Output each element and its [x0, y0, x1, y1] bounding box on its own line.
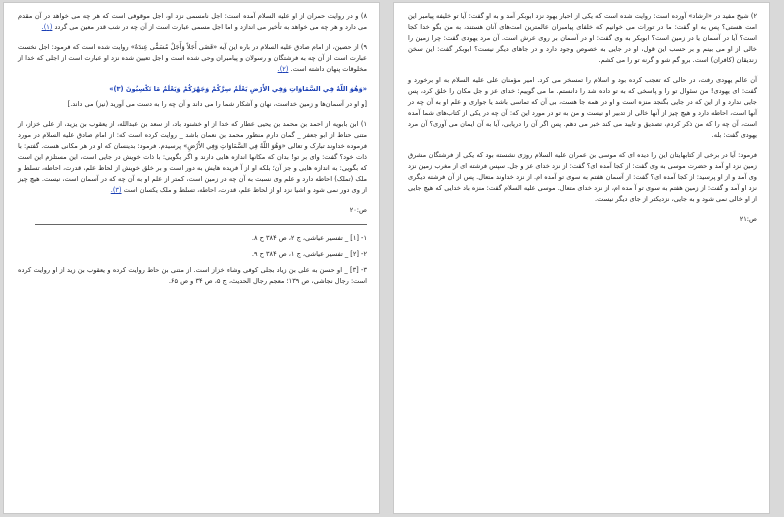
paragraph-9-text: ۹) از حصین، از امام صادق علیه السلام در باره این آیه «قَضَی أَجَلاً وَأَجَلٌ مُسَمًّی عِندَهُ» روایت شده است که فرمود: اجل نخست عبارت است از آن چه به فرشتگان و رسولان و پیامبران وحی شده است و اجل تعیین شده نزد او عبارت است از اجلی که خدا از مخلوقات پنهان داشته است. — [18, 43, 367, 73]
paragraph-9 — [18, 42, 367, 75]
footnote-2: ۲- [۲] _ تفسیر عیاشی، ج ۱، ص ۳۸۴ ح ۹. — [251, 250, 367, 258]
paragraph-1-text: ۱) ابن بابویه از احمد بن محمد بن یحیی عطار که خدا از او خشنود باد، از سعد بن عبدالله، از یعقوب بن یزید، از علی خزاز، از متنی حناط از ابو جعفر _ گمان دارم منظور محمد بن نعمان باشد _ روایت کرده است که: از امام صادق علیه السلام در مورد فرموده خداوند تبارک و تعالی «وَهُوَ اللّهُ فِي السَّمَاوَاتِ وَفِي الأَرْضِ» پرسیدم. فرمود: بدینسان که او در هر مکانی هست. گفتم: با ذات خود؟ گفت: وای بر تو! بدان که مکانها اندازه هایی دارند و اگر بگویی: با ذات خویش در جایی است، این مستلزم این است که بگویی: به اندازه هایی و جز آن؛ بلکه او از آ فریده هایش به دور است و بر خلق خویش از لحاظ علم، قدرت، احاطه، تسلط و ملک (تملک) احاطه دارد و علم وی نسبت به آن چه در زمین است، کمتر از علم او به آن چه که در آسمان است، نیست. هیچ چیز از وی دور نمی شود و اشیا نزد او از لحاظ علم، قدرت، احاطه، تسلط و ملک یکسان است — [18, 120, 367, 194]
left-page-content — [18, 11, 367, 292]
footnote-link-3[interactable]: (۳). — [110, 186, 122, 194]
footnote-3: ۳- [۳] _ او حسن به علی بن زیاد بجلی کوفی وشاء خزاز است. از متنی بن حاط روایت کرده و یعقوب بن زید از او روایت کرده است: رجال نجاشی، ص ۱۳۹؛ معجم رجال الحدیث، ج ۵، ص ۳۴ و ص ۶۵. — [18, 266, 367, 285]
footnotes — [18, 233, 367, 287]
paragraph-ali-answer: آن عالم یهودی رفت، در حالی که تعجب کرده بود و اسلام را تمسخر می کرد. امیر مؤمنان علی علیه السلام به او برخورد و گفت: ای یهودی! من سئوال تو را و پاسخی که به تو داده شد را دانستم. ما می گوییم: خدای عز و جل مکان را خلق کرد، پس جایی ندارد و از این که در جایی بگنجد منزه است و او در همه جا هست، بی آن که تماسی باشد یا جواری و علم او به آن چه در آنها است، احاطه دارد و هیچ چیز از آنها خالی از تدبیر او نیست و من به تو در مورد این که: آن چه در یکی از کتاب‌های شما آمده است، آن چه را که من ذکر کردم، تصدیق و تایید می کند خبر می دهم. پس اگر آن را دریابی، آیا به آن ایمان می آوری؟ آن مرد یهودی گفت: بله. — [408, 76, 757, 139]
quran-verse: «وَهُوَ اللّهُ فِي السَّمَاوَاتِ وَفِي الأَرْضِ يَعْلَمُ سِرَّكُمْ وَجَهْرَكُمْ وَيَعْلَمُ مَا تَكْسِبُونَ (۳)» — [109, 85, 367, 93]
footnote-divider — [35, 224, 367, 225]
right-page-content — [408, 11, 757, 233]
footnote-link-2[interactable]: (۲). — [277, 65, 289, 73]
verse-translation: [و او در آسمان‌ها و زمین خداست، نهان و آشکار شما را می داند و آن چه را به دست می آورید (نیز) می داند.] — [67, 100, 367, 108]
footnote-link-1[interactable]: (۱). — [41, 23, 53, 31]
paragraph-8-text: ۸) و در روایت حمران از او علیه السلام آمده است: اجل نامسمی نزد او، اجل موقوفی است که هر چه می خواهد در آن مقدم می دارد و هر چه می خواهد به تأخیر می اندازد و اما اجل مسمی عبارت است از آن چه در شب قدر معین می گردد — [18, 12, 367, 31]
paragraph-moses: فرمود: آیا در برخی از کتابهایتان این را دیده ای که موسی بن عمران علیه السلام روزی نشسته بود که یکی از فرشتگان مشرق زمین نزد او آمد و حضرت موسی به وی گفت: از کجا آمده ای؟ گفت: از نزد خدای عز و جل. سپس فرشته ای از مغرب زمین نزد وی آمد و از او پرسید: از کجا آمده ای؟ گفت: از آسمان هفتم به سوی تو آمده ام. از نزد خداوند متعال. پس از آن فرشته دیگری نزد او آمد و گفت: از زمین هفتم به سوی تو آ مده ام، از نزد خدای متعال. موسی علیه السلام گفت: منزه باد خدایی که هیچ جایی از او خالی نمی شود و به جایی، نزدیکتر از جای دیگر نیست. — [408, 151, 757, 203]
paragraph-1 — [18, 119, 367, 196]
page-number-right: ص:۲۱ — [739, 215, 757, 223]
paragraph-8 — [18, 11, 367, 33]
right-page — [393, 2, 770, 514]
page-number-left: ص:۲۰ — [349, 206, 367, 214]
paragraph-2: ۲) شیخ مفید در «ارشاد» آورده است: روایت شده است که یکی از احبار یهود نزد ابوبکر آمد و به او گفت: آیا تو خلیفه پیامبر این امت هستی؟ پس به او گفت: ما در تورات می خوانیم که خلفای پیامبران عالمترین امت‌های آنان هستند، به من بگو خدا کجا است؟ آیا در آسمان یا در زمین است؟ ابوبکر به وی گفت: او در آسمان بر روی عرش است. آن مرد یهودی گفت: چرا زمین را خالی از او می بینم و بر حسب این قول، او در جایی به خصوص وجود دارد و در جاهای دیگر نیست؟ ابوبکر گفت: این سخن زندیقان (کافران) است. برو گم شو و گرنه تو را می کشم. — [408, 12, 757, 64]
left-page — [3, 2, 380, 514]
footnote-1: ۱- [۱] _ تفسیر عیاشی، ج ۲، ص ۳۸۴ ح ۸. — [251, 234, 367, 242]
